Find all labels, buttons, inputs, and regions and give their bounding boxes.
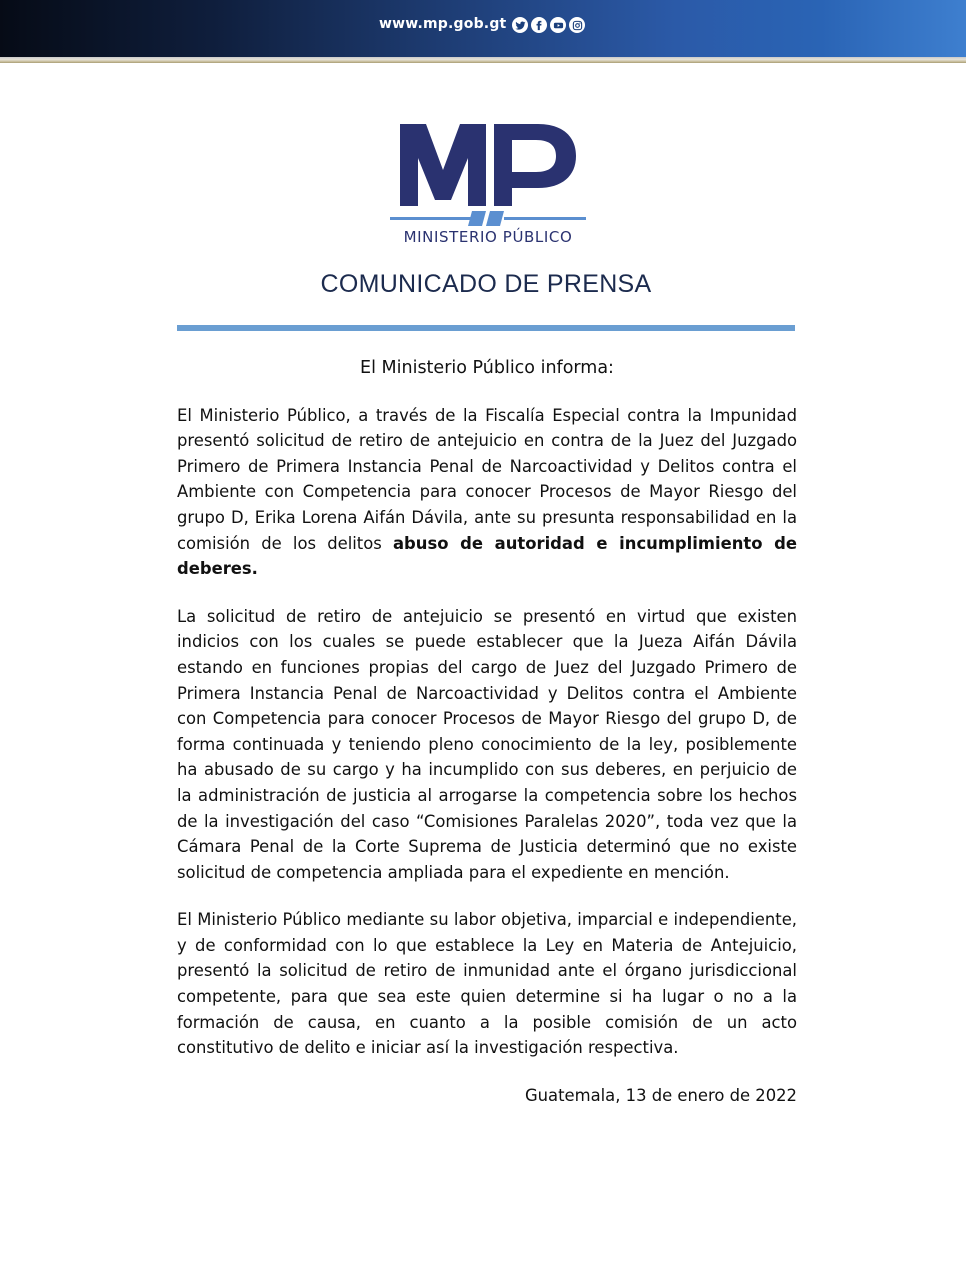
facebook-icon[interactable]	[531, 17, 547, 33]
youtube-icon[interactable]	[550, 17, 566, 33]
header-stripe	[0, 57, 966, 63]
title-divider	[177, 325, 795, 331]
logo-letter-p	[494, 124, 576, 206]
website-url[interactable]: www.mp.gob.gt	[379, 16, 507, 32]
social-links	[512, 17, 585, 33]
paragraph-2: La solicitud de retiro de antejuicio se presentó en virtud que existen indicios con los cuales se puede establecer que la Jueza Aifán Dávila estando en funciones propias del cargo de Juez del Juzgado Primero de Primera Instancia Penal de Narcoactividad y Delitos contra el Ambiente con Competencia para conocer Procesos de Mayor Riesgo del grupo D, de forma continuada y teniendo pleno conocimiento de la ley, posiblemente ha abusado de su cargo y ha incumplido con sus deberes, en perjuicio de la administración de justicia al arrogarse la competencia sobre los hechos de la investigación del caso “Comisiones Paralelas 2020”, toda vez que la Cámara Penal de la Corte Suprema de Justicia determinó que no existe solicitud de competencia ampliada para el expediente en mención.	[177, 606, 797, 882]
twitter-icon[interactable]	[512, 17, 528, 33]
logo-letter-m	[400, 124, 486, 206]
date-line: Guatemala, 13 de enero de 2022	[524, 1085, 797, 1105]
paragraph-1-bold: abuso de autoridad e incumplimiento de deberes.	[177, 533, 797, 579]
logo-emblem	[468, 211, 504, 226]
logo-line-left	[390, 217, 472, 220]
paragraph-1-text: El Ministerio Público, a través de la Fiscalía Especial contra la Impunidad presentó solicitud de retiro de antejuicio en contra de la Juez del Juzgado Primero de Primera Instancia Penal de Narcoactividad y Delitos contra el Ambiente con Competencia para conocer Procesos de Mayor Riesgo del grupo D, Erika Lorena Aifán Dávila, ante su presunta responsabilidad en la comisión de los delitos	[177, 405, 797, 553]
paragraph-3: El Ministerio Público mediante su labor objetiva, imparcial e independiente, y de conformidad con lo que establece la Ley en Materia de Antejuicio, presentó la solicitud de retiro de inmunidad ante el órgano jurisdiccional competente, para que sea este quien determine si ha lugar o no a la formación de causa, en cuanto a la posible comisión de un acto constitutivo de delito e iniciar así la investigación respectiva.	[177, 910, 797, 1058]
instagram-icon[interactable]	[569, 17, 585, 33]
intro-line: El Ministerio Público informa:	[360, 358, 614, 378]
page-title: COMUNICADO DE PRENSA	[320, 270, 652, 298]
press-release-body	[177, 356, 797, 1125]
logo-line-right	[504, 217, 586, 220]
logo-name: MINISTERIO PÚBLICO	[403, 228, 573, 246]
paragraph-1	[177, 403, 797, 582]
header-banner	[0, 0, 966, 57]
